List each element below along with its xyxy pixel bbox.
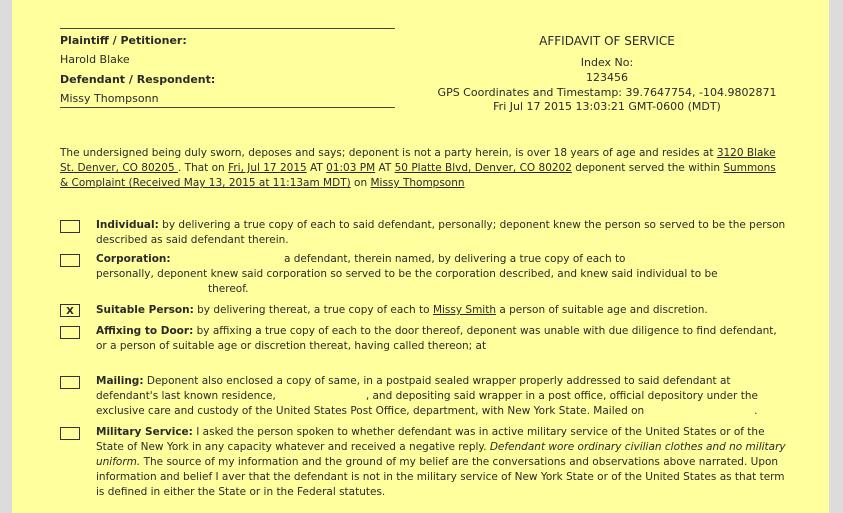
- suitable-person-text: by delivering thereat, a true copy of each to: [193, 304, 433, 316]
- military-service-label: Military Service:: [96, 426, 193, 438]
- affixing-option: [96, 324, 786, 354]
- military-service-italic-text: Defendant wore ordinary civilian clothes and no military uniform.: [96, 441, 786, 468]
- gps-line: GPS Coordinates and Timestamp: 39.7647754, -104.9802871: [437, 86, 777, 99]
- affidavit-document: [12, 0, 829, 513]
- affixing-checkbox[interactable]: [60, 326, 80, 339]
- corporation-text-line3: thereof.: [208, 283, 249, 295]
- service-time: 01:03 PM: [326, 162, 376, 174]
- service-date: Fri, Jul 17 2015: [228, 162, 307, 174]
- intro-paragraph: [60, 146, 778, 191]
- index-value: 123456: [586, 71, 628, 84]
- plaintiff-name: Harold Blake: [60, 53, 130, 66]
- corporation-text: a defendant, therein named, by delivering a true copy of each to: [280, 253, 626, 265]
- suitable-person-option: [96, 303, 786, 318]
- suitable-person-checkbox[interactable]: X: [60, 304, 80, 317]
- index-label: Index No:: [580, 56, 634, 69]
- suitable-person-label: Suitable Person:: [96, 304, 194, 316]
- intro-text: AT: [375, 162, 395, 174]
- military-service-option: [96, 425, 786, 500]
- mailing-label: Mailing:: [96, 375, 144, 387]
- top-rule: [60, 28, 395, 29]
- defendant-name: Missy Thompsonn: [60, 92, 159, 105]
- military-service-checkbox[interactable]: [60, 427, 80, 440]
- military-service-text: I asked the person spoken to whether defendant was in active military service of the United States or of the State of New York in any capacity whatever and received a negative reply.: [96, 426, 765, 453]
- suitable-person-name: Missy Smith: [432, 304, 496, 316]
- affixing-label: Affixing to Door:: [96, 325, 194, 337]
- affixing-text: by affixing a true copy of each to the door thereof, deponent was unable with due diligence to find defendant, or a person of suitable age or discretion thereat, having called thereon; at: [96, 325, 777, 352]
- timestamp: Fri Jul 17 2015 13:03:21 GMT-0600 (MDT): [493, 100, 721, 113]
- plaintiff-label: Plaintiff / Petitioner:: [60, 34, 187, 47]
- corporation-text-line2: personally, deponent knew said corporation so served to be the corporation described, and knew said individual to be: [96, 268, 718, 280]
- mailing-checkbox[interactable]: [60, 376, 80, 389]
- individual-option: [96, 218, 786, 248]
- military-service-text: The source of my information and the ground of my belief are the conversations and observations above narrated. Upon information and belief I aver that the defendant is not in the military service of New York State or of the United States as that term is defined in either the State or in the Federal statutes.: [96, 456, 785, 498]
- individual-text: by delivering a true copy of each to said defendant, personally; deponent knew the person so served to be the person described as said defendant therein.: [96, 219, 786, 246]
- intro-text: . That on: [178, 162, 229, 174]
- bottom-rule: [60, 107, 395, 108]
- residence-address: 3120 Blake St. Denver, CO 80205: [60, 147, 776, 174]
- intro-text: deponent served the within: [571, 162, 724, 174]
- individual-checkbox[interactable]: [60, 220, 80, 233]
- individual-label: Individual:: [96, 219, 159, 231]
- mailing-text: Deponent also enclosed a copy of same, in a postpaid sealed wrapper properly addressed to said defendant at defendant's last known residence,: [96, 375, 731, 402]
- mailing-text: , and depositing said wrapper in a post office, official depository under the exclusive care and custody of the United States Post Office, department, with New York State. Mailed on: [96, 390, 758, 417]
- corporation-option: [96, 252, 786, 267]
- suitable-person-text: a person of suitable age and discretion.: [496, 304, 708, 316]
- service-location: 50 Platte Blvd, Denver, CO 80202: [394, 162, 572, 174]
- corporation-checkbox[interactable]: [60, 254, 80, 267]
- document-title: AFFIDAVIT OF SERVICE: [539, 34, 675, 48]
- corporation-label: Corporation:: [96, 253, 171, 265]
- defendant-label: Defendant / Respondent:: [60, 73, 216, 86]
- intro-text: AT: [306, 162, 327, 174]
- mailing-text: .: [754, 405, 758, 417]
- mailing-option: [96, 374, 786, 419]
- served-documents: Summons & Complaint (Received May 13, 2015 at 11:13am MDT): [60, 162, 776, 189]
- intro-text: The undersigned being duly sworn, deposes and says; deponent is not a party herein, is over 18 years of age and resides at: [60, 147, 717, 159]
- intro-text: on: [350, 177, 371, 189]
- served-party: Missy Thompsonn: [370, 177, 465, 189]
